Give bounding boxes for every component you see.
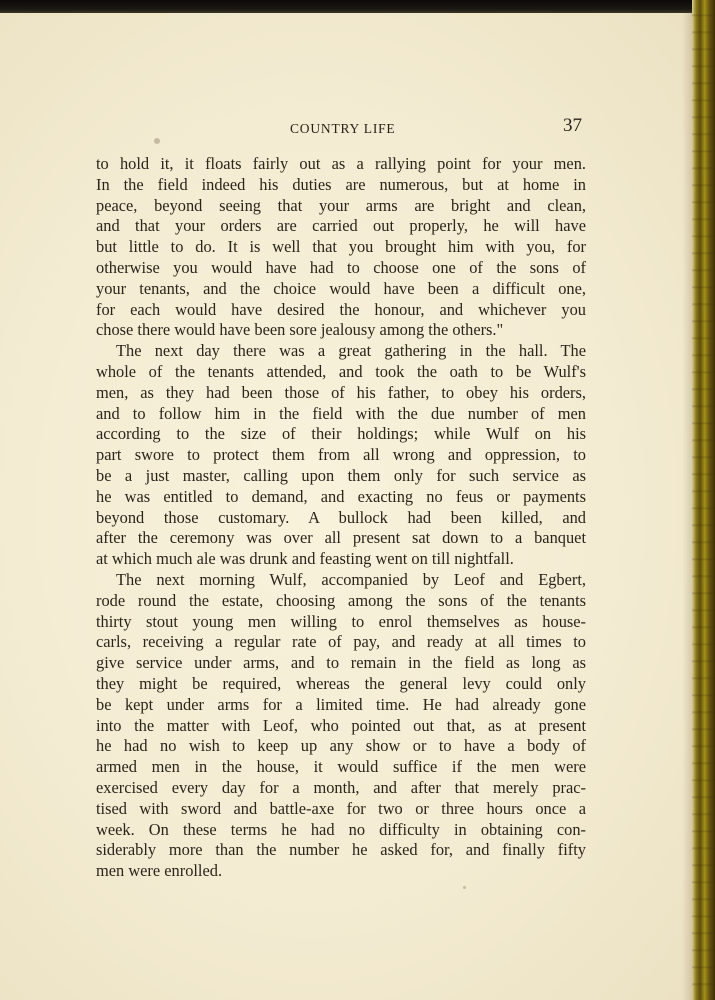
- text-line: chose there would have been sore jealousy among the others.": [96, 320, 504, 340]
- text-line: tised with sword and battle-axe for two or three hours once a: [96, 798, 586, 818]
- text-line: men were enrolled.: [96, 861, 223, 881]
- text-line: they might be required, whereas the general levy could only: [96, 673, 586, 693]
- gutter-shadow: [682, 13, 692, 1000]
- page-header: [96, 113, 586, 143]
- text-line: and to follow him in the field with the due number of men: [96, 403, 586, 423]
- body-text: [96, 154, 586, 882]
- running-head: COUNTRY LIFE: [290, 121, 396, 136]
- text-line: be kept under arms for a limited time. He had already gone: [96, 694, 586, 714]
- text-line: peace, beyond seeing that your arms are bright and clean,: [96, 195, 586, 215]
- text-line: rode round the estate, choosing among the sons of the tenants: [96, 590, 586, 610]
- page-number: 37: [563, 115, 582, 136]
- text-line: otherwise you would have had to choose one of the sons of: [96, 257, 586, 277]
- text-line: part swore to protect them from all wrong and oppression, to: [96, 445, 586, 465]
- text-line: but little to do. It is well that you brought him with you, for: [96, 237, 586, 257]
- text-line: according to the size of their holdings; while Wulf on his: [96, 424, 586, 444]
- text-line: into the matter with Leof, who pointed out that, as at present: [96, 715, 586, 735]
- text-line: and that your orders are carried out properly, he will have: [96, 216, 586, 236]
- text-line: The next morning Wulf, accompanied by Leof and Egbert,: [116, 569, 586, 589]
- text-line: exercised every day for a month, and after that merely prac-: [96, 777, 586, 797]
- text-line: give service under arms, and to remain in the field as long as: [96, 653, 586, 673]
- text-line: be a just master, calling upon them only for such service as: [96, 465, 586, 485]
- text-line: beyond those customary. A bullock had been killed, and: [96, 507, 586, 527]
- text-line: men, as they had been those of his father, to obey his orders,: [96, 382, 586, 402]
- paper-speck: [463, 886, 466, 889]
- text-line: your tenants, and the choice would have been a difficult one,: [96, 278, 586, 298]
- top-page-edge: [0, 0, 715, 13]
- text-line: he was entitled to demand, and exacting no feus or payments: [96, 486, 586, 506]
- text-line: siderably more than the number he asked for, and finally fifty: [96, 840, 586, 860]
- text-line: for each would have desired the honour, and whichever you: [96, 299, 586, 319]
- text-line: thirty stout young men willing to enrol themselves as house-: [96, 611, 586, 631]
- text-line: week. On these terms he had no difficulty in obtaining con-: [96, 819, 586, 839]
- text-line: The next day there was a great gathering in the hall. The: [116, 341, 586, 361]
- text-line: In the field indeed his duties are numerous, but at home in: [96, 174, 586, 194]
- book-binding-edge: [692, 0, 715, 1000]
- text-line: at which much ale was drunk and feasting went on till nightfall.: [96, 549, 514, 569]
- text-line: he had no wish to keep up any show or to have a body of: [96, 736, 586, 756]
- text-line: armed men in the house, it would suffice if the men were: [96, 757, 586, 777]
- text-line: whole of the tenants attended, and took the oath to be Wulf's: [96, 361, 586, 381]
- text-line: after the ceremony was over all present sat down to a banquet: [96, 528, 586, 548]
- text-line: carls, receiving a regular rate of pay, and ready at all times to: [96, 632, 586, 652]
- text-line: to hold it, it floats fairly out as a rallying point for your men.: [96, 154, 586, 173]
